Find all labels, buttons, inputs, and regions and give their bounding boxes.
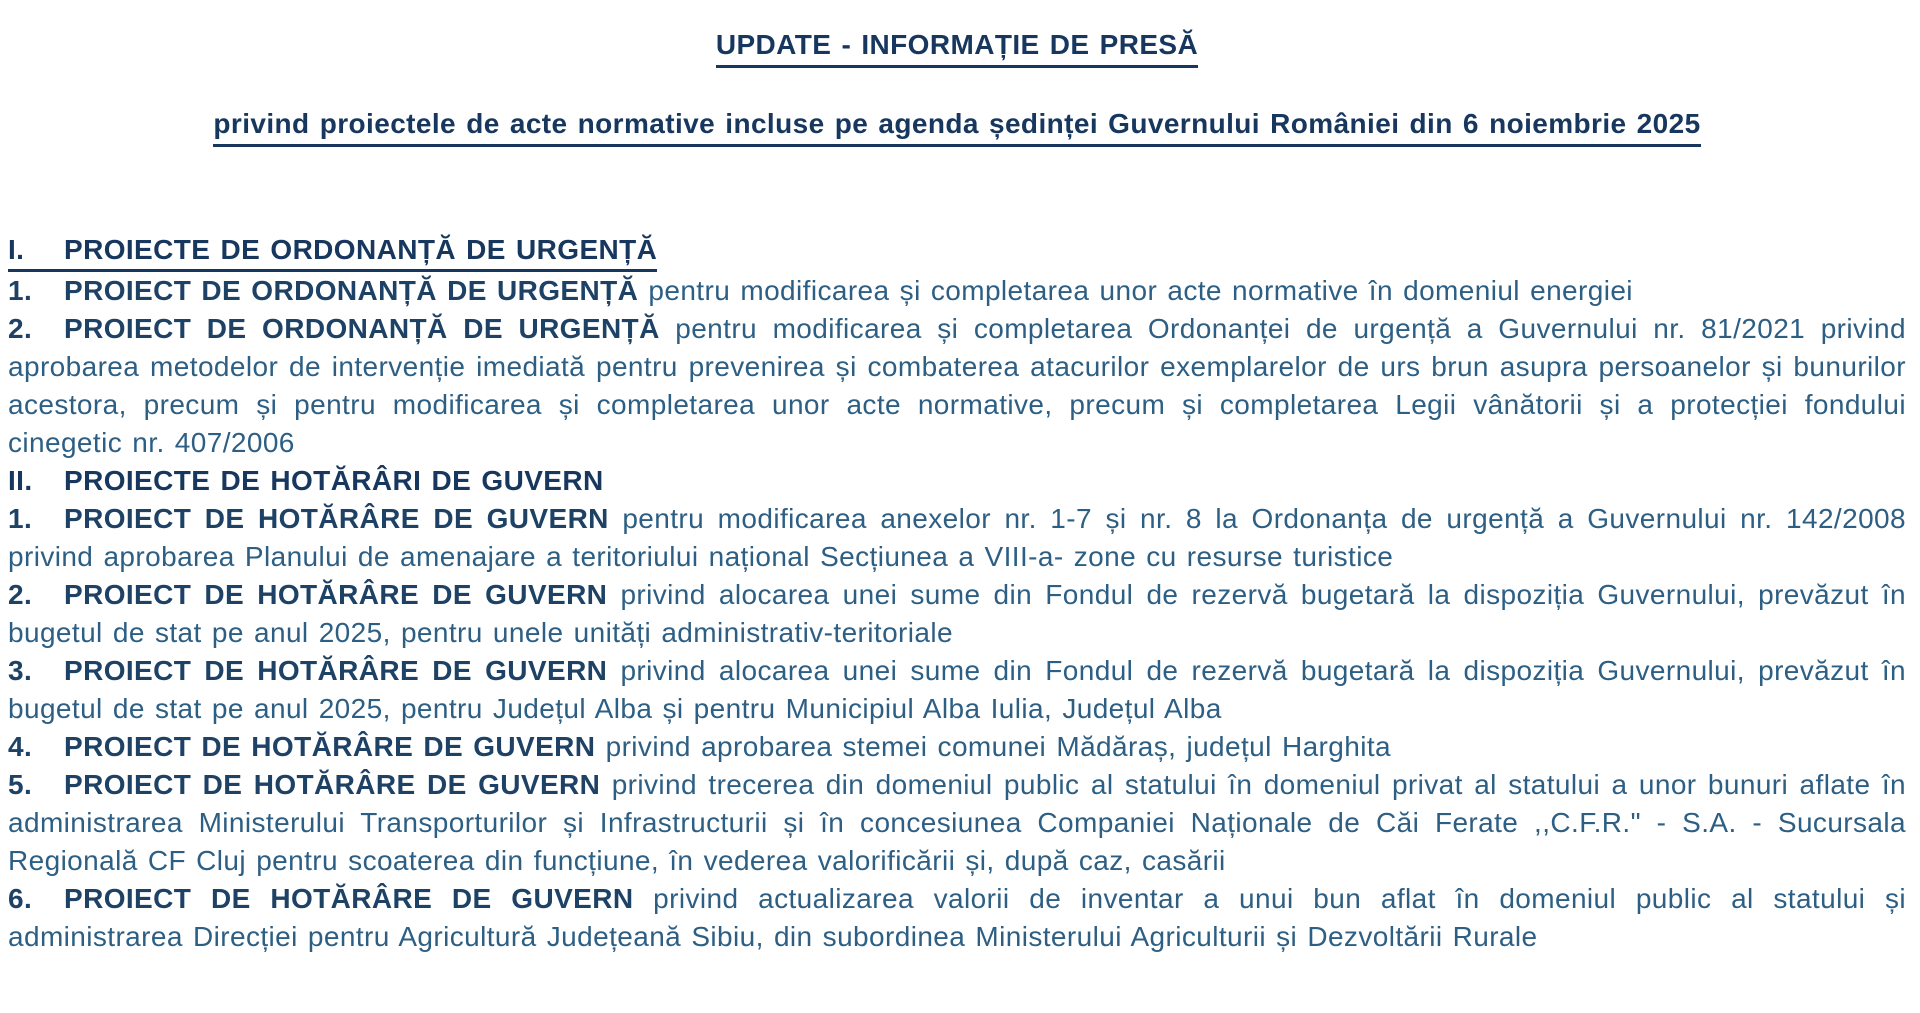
item-lead: PROIECT DE HOTĂRÂRE DE GUVERN <box>64 731 596 762</box>
item-lead: PROIECT DE HOTĂRÂRE DE GUVERN <box>64 579 608 610</box>
item-lead: PROIECT DE HOTĂRÂRE DE GUVERN <box>64 883 634 914</box>
item-text: privind trecerea din domeniul public al statului în domeniul privat al statului a unor bunuri aflate în administrarea Ministerului Transporturilor și Infrastructurii și în concesiunea Companiei Naționale de Căi Ferate ,,C.F.R." - S.A. - Sucursala Regională CF Cluj pentru scoaterea din funcțiune, în vederea valorificării și, după caz, casării <box>8 769 1907 876</box>
item-number: 2. <box>8 313 33 344</box>
item-number: 3. <box>8 655 33 686</box>
list-item <box>8 766 1906 880</box>
item-number: 1. <box>8 275 33 306</box>
item-lead: PROIECT DE ORDONANȚĂ DE URGENȚĂ <box>64 275 639 306</box>
section-numeral: I. <box>8 234 25 265</box>
list-item <box>8 500 1906 576</box>
item-text: pentru modificarea și completarea Ordonanței de urgență a Guvernului nr. 81/2021 privind aprobarea metodelor de intervenție imediată pentru prevenirea și combaterea atacurilor exemplarelor de urs brun asupra persoanelor și bunurilor acestora, precum și pentru modificarea și completarea unor acte normative, precum și completarea Legii vânătorii și a protecției fondului cinegetic nr. 407/2006 <box>8 313 1906 458</box>
section-heading-text: PROIECTE DE HOTĂRÂRI DE GUVERN <box>64 465 604 496</box>
item-text: pentru modificarea anexelor nr. 1-7 și nr. 8 la Ordonanța de urgență a Guvernului nr. 142/2008 privind aprobarea Planului de amenajare a teritoriului național Secțiunea a VIII-a- zone cu resurse turistice <box>8 503 1906 572</box>
item-lead: PROIECT DE HOTĂRÂRE DE GUVERN <box>64 769 601 800</box>
list-item <box>8 728 1906 766</box>
item-text: privind aprobarea stemei comunei Mădăraș, județul Harghita <box>595 731 1391 762</box>
document-subtitle: privind proiectele de acte normative incluse pe agenda ședinței Guvernului României din 6 noiembrie 2025 <box>213 105 1700 147</box>
item-text: privind actualizarea valorii de inventar a unui bun aflat în domeniul public al statului și administrarea Direcției pentru Agricultură Județeană Sibiu, din subordinea Ministerului Agriculturii și Dezvoltării Rurale <box>8 883 1906 952</box>
item-lead: PROIECT DE ORDONANȚĂ DE URGENȚĂ <box>64 313 660 344</box>
item-number: 5. <box>8 769 33 800</box>
item-text: privind alocarea unei sume din Fondul de rezervă bugetară la dispoziția Guvernului, prevăzut în bugetul de stat pe anul 2025, pentru Județul Alba și pentru Municipiul Alba Iulia, Județul Alba <box>8 655 1906 724</box>
section-heading-hotarari <box>8 462 1906 500</box>
list-item <box>8 576 1906 652</box>
item-number: 2. <box>8 579 33 610</box>
item-lead: PROIECT DE HOTĂRÂRE DE GUVERN <box>64 503 609 534</box>
list-item <box>8 652 1906 728</box>
section-heading-text: PROIECTE DE ORDONANȚĂ DE URGENȚĂ <box>64 234 658 265</box>
section-numeral: II. <box>8 465 33 496</box>
section-heading-ordonante <box>8 231 1906 272</box>
document-title: UPDATE - INFORMAȚIE DE PRESĂ <box>716 26 1198 68</box>
item-number: 4. <box>8 731 33 762</box>
subtitle-row <box>8 105 1906 147</box>
list-item <box>8 310 1906 462</box>
item-number: 1. <box>8 503 33 534</box>
item-number: 6. <box>8 883 33 914</box>
title-row <box>8 26 1906 68</box>
item-text: pentru modificarea și completarea unor acte normative în domeniul energiei <box>638 275 1633 306</box>
list-item <box>8 880 1906 956</box>
item-text: privind alocarea unei sume din Fondul de rezervă bugetară la dispoziția Guvernului, prevăzut în bugetul de stat pe anul 2025, pentru unele unități administrativ-teritoriale <box>8 579 1906 648</box>
item-lead: PROIECT DE HOTĂRÂRE DE GUVERN <box>64 655 608 686</box>
list-item <box>8 272 1906 310</box>
